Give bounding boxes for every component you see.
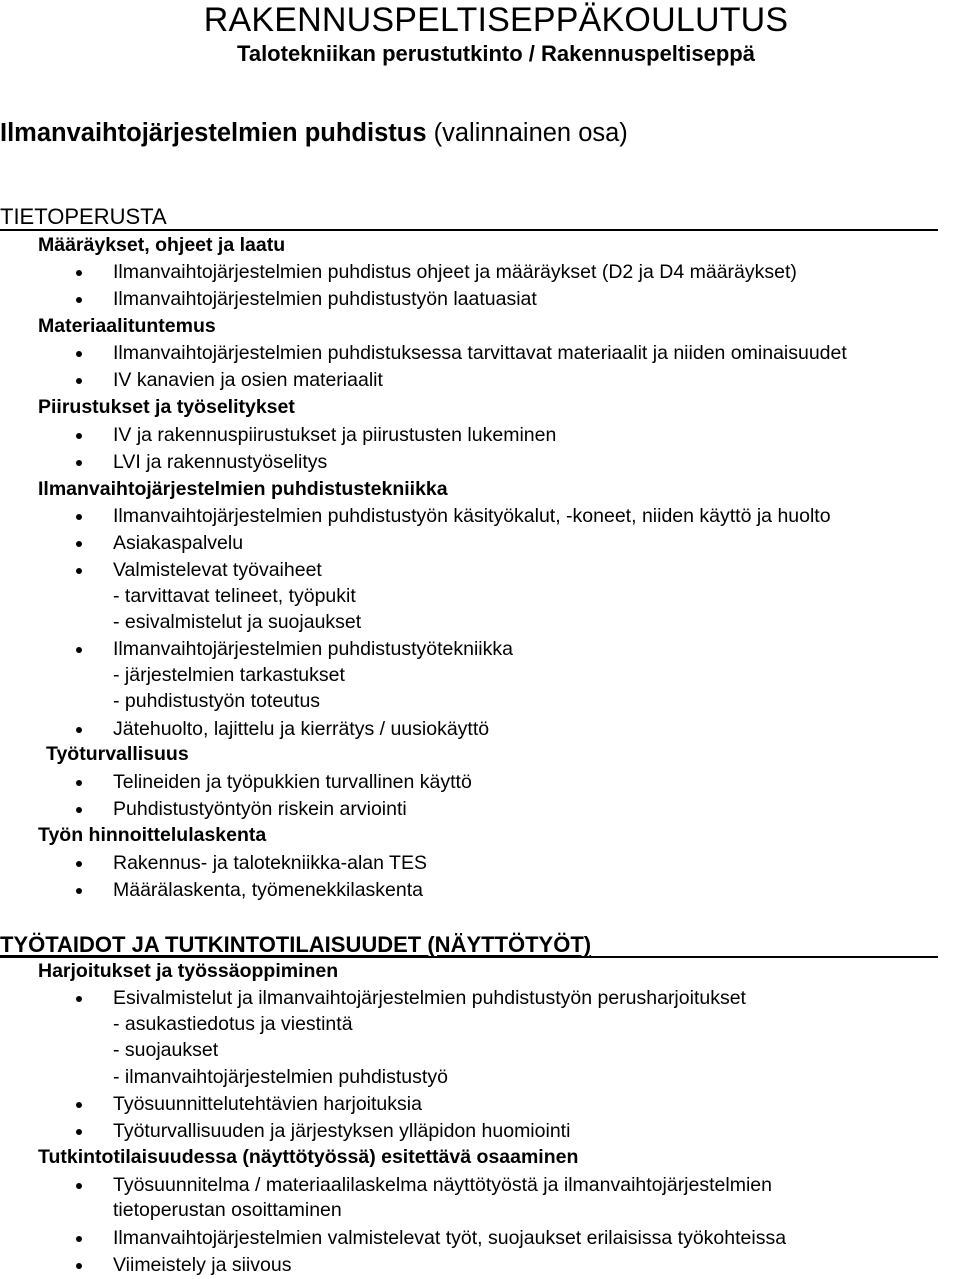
bullet-icon [76, 1129, 82, 1135]
document-subtitle: Talotekniikan perustutkinto / Rakennuspeltiseppä [237, 41, 755, 66]
bullet-icon [76, 780, 82, 786]
list-item: Rakennus- ja talotekniikka-alan TES [113, 852, 427, 874]
bullet-icon [76, 1183, 82, 1189]
group-title: Tutkintotilaisuudessa (näyttötyössä) esitettävä osaaminen [38, 1146, 579, 1168]
course-name: Ilmanvaihtojärjestelmien puhdistus [0, 119, 427, 147]
bullet-icon [76, 727, 82, 733]
list-item: Työsuunnittelutehtävien harjoituksia [113, 1093, 422, 1115]
sub-list-item: - järjestelmien tarkastukset [113, 664, 345, 686]
section-divider [0, 229, 938, 231]
bullet-icon [76, 351, 82, 357]
list-item: Työturvallisuuden ja järjestyksen ylläpidon huomiointi [113, 1120, 571, 1142]
bullet-icon [76, 1236, 82, 1242]
section-divider [0, 956, 938, 958]
list-item: Ilmanvaihtojärjestelmien puhdistuksessa tarvittavat materiaalit ja niiden ominaisuudet [113, 342, 847, 364]
list-item: Asiakaspalvelu [113, 532, 244, 554]
group-title: Materiaalituntemus [38, 315, 216, 337]
bullet-icon [76, 861, 82, 867]
section-tietoperusta-title: TIETOPERUSTA [0, 204, 167, 229]
list-item: Ilmanvaihtojärjestelmien valmistelevat työt, suojaukset erilaisissa työkohteissa [113, 1227, 787, 1249]
bullet-icon [76, 460, 82, 466]
group-title: Harjoitukset ja työssäoppiminen [38, 960, 339, 982]
bullet-icon [76, 297, 82, 303]
group-title: Ilmanvaihtojärjestelmien puhdistustekniikka [38, 478, 448, 500]
sub-list-item: - tarvittavat telineet, työpukit [113, 585, 356, 607]
list-item: Ilmanvaihtojärjestelmien puhdistustyötekniikka [113, 638, 513, 660]
bullet-icon [76, 433, 82, 439]
bullet-icon [76, 270, 82, 276]
list-item: Ilmanvaihtojärjestelmien puhdistustyön käsityökalut, -koneet, niiden käyttö ja huolto [113, 505, 831, 527]
list-item: Määrälaskenta, työmenekkilaskenta [113, 879, 423, 901]
bullet-icon [76, 378, 82, 384]
list-item: Puhdistustyöntyön riskein arviointi [113, 798, 407, 820]
list-item: IV kanavien ja osien materiaalit [113, 369, 383, 391]
bullet-icon [76, 647, 82, 653]
list-item: LVI ja rakennustyöselitys [113, 451, 328, 473]
course-heading [0, 119, 628, 148]
sub-list-item: - suojaukset [113, 1039, 219, 1061]
bullet-icon [76, 888, 82, 894]
group-title: Määräykset, ohjeet ja laatu [38, 234, 286, 256]
list-item: Ilmanvaihtojärjestelmien puhdistustyön laatuasiat [113, 288, 537, 310]
sub-list-item: - ilmanvaihtojärjestelmien puhdistustyö [113, 1066, 448, 1088]
group-title: Piirustukset ja työselitykset [38, 396, 295, 418]
list-item: Esivalmistelut ja ilmanvaihtojärjestelmien puhdistustyön perusharjoitukset [113, 987, 746, 1009]
group-title: Työn hinnoittelulaskenta [38, 824, 267, 846]
list-item: Viimeistely ja siivous [113, 1254, 292, 1276]
list-item: Jätehuolto, lajittelu ja kierrätys / uusiokäyttö [113, 718, 490, 740]
list-item: Telineiden ja työpukkien turvallinen käyttö [113, 771, 472, 793]
bullet-icon [76, 807, 82, 813]
list-item: Työsuunnitelma / materiaalilaskelma näyttötyöstä ja ilmanvaihtojärjestelmien [113, 1174, 772, 1196]
list-item-continuation: tietoperustan osoittaminen [113, 1199, 342, 1221]
sub-list-item: - asukastiedotus ja viestintä [113, 1013, 353, 1035]
course-type: (valinnainen osa) [426, 119, 628, 147]
bullet-icon [76, 541, 82, 547]
sub-list-item: - esivalmistelut ja suojaukset [113, 611, 362, 633]
list-item: Valmistelevat työvaiheet [113, 559, 322, 581]
bullet-icon [76, 1263, 82, 1269]
list-item: IV ja rakennuspiirustukset ja piirustusten lukeminen [113, 424, 557, 446]
sub-list-item: - puhdistustyön toteutus [113, 690, 321, 712]
group-title: Työturvallisuus [46, 743, 189, 765]
section-tyotaidot-title: TYÖTAIDOT JA TUTKINTOTILAISUUDET (NÄYTTÖTYÖT) [0, 932, 592, 957]
bullet-icon [76, 568, 82, 574]
document-title: RAKENNUSPELTISEPPÄKOULUTUS [203, 1, 789, 39]
bullet-icon [76, 996, 82, 1002]
list-item: Ilmanvaihtojärjestelmien puhdistus ohjeet ja määräykset (D2 ja D4 määräykset) [113, 261, 797, 283]
bullet-icon [76, 1102, 82, 1108]
bullet-icon [76, 514, 82, 520]
